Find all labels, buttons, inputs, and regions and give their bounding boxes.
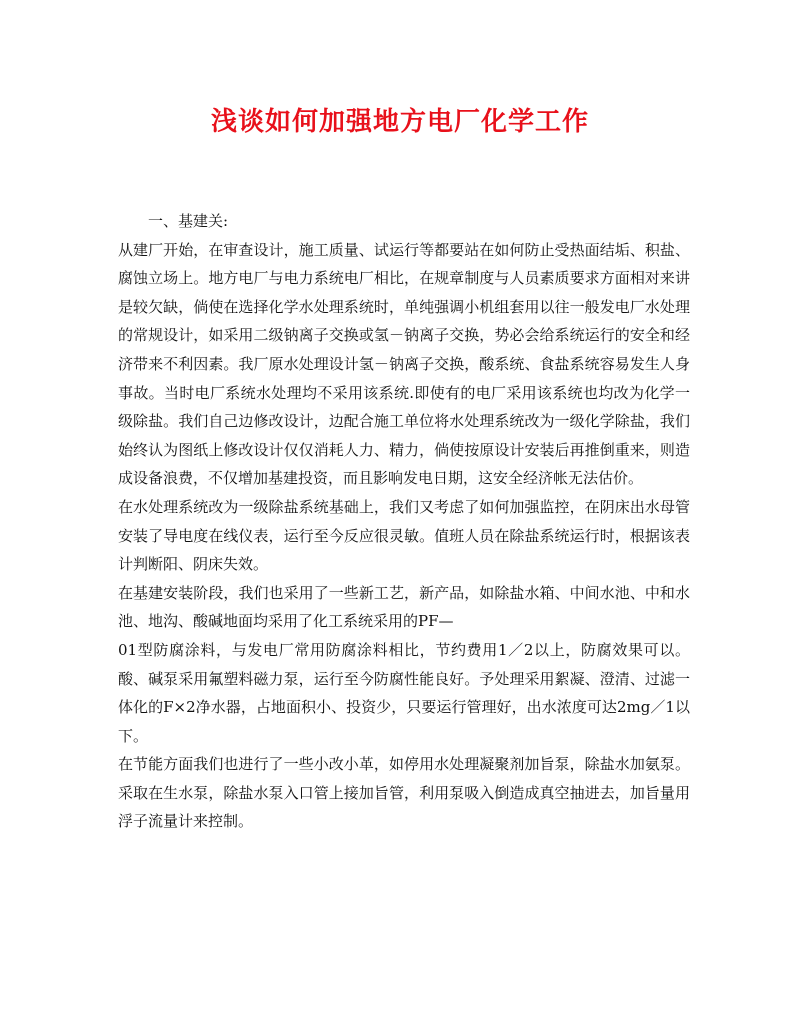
paragraph-1: 从建厂开始，在审查设计，施工质量、试运行等都要站在如何防止受热面结垢、积盐、腐蚀立场上。地方电厂与电力系统电厂相比，在规章制度与人员素质要求方面相对来讲是较欠缺，倘使在选择化学水处理系统时，单纯强调小机组套用以往一般发电厂水处理的常规设计，如采用二级钠离子交换或氢－钠离子交换，势必会给系统运行的安全和经济带来不利因素。我厂原水处理设计氢－钠离子交换，酸系统、食盐系统容易发生人身事故。当时电厂系统水处理均不采用该系统.即使有的电厂采用该系统也均改为化学一级除盐。我们自己边修改设计，边配合施工单位将水处理系统改为一级化学除盐，我们始终认为图纸上修改设计仅仅消耗人力、精力，倘使按原设计安装后再推倒重来，则造成设备浪费，不仅增加基建投资，而且影响发电日期，这安全经济帐无法估价。 <box>118 240 690 488</box>
section-heading: 一、基建关: <box>148 212 229 230</box>
paragraph-2: 在水处理系统改为一级除盐系统基础上，我们又考虑了如何加强监控，在阴床出水母管安装了导电度在线仪表，运行至今反应很灵敏。值班人员在除盐系统运行时，根据该表计判断阳、阴床失效。 <box>118 497 690 574</box>
document-body <box>118 207 690 836</box>
document-title: 浅谈如何加强地方电厂化学工作 <box>210 107 589 137</box>
paragraph-5: 在节能方面我们也进行了一些小改小革，如停用水处理凝聚剂加旨泵，除盐水加氨泵。采取在生水泵，除盐水泵入口管上接加旨管，利用泵吸入倒造成真空抽进去，加旨量用浮子流量计来控制。 <box>118 755 690 831</box>
paragraph-3: 在基建安装阶段，我们也采用了一些新工艺，新产品，如除盐水箱、中间水池、中和水池、地沟、酸碱地面均采用了化工系统采用的PF— <box>118 583 690 631</box>
paragraph-4: 01型防腐涂料，与发电厂常用防腐涂料相比，节约费用1／2以上，防腐效果可以。酸、碱泵采用氟塑料磁力泵，运行至今防腐性能良好。予处理采用絮凝、澄清、过滤一体化的F×2净水器，占地面积小、投资少，只要运行管理好，出水浓度可达2mg／1以下。 <box>118 640 690 745</box>
